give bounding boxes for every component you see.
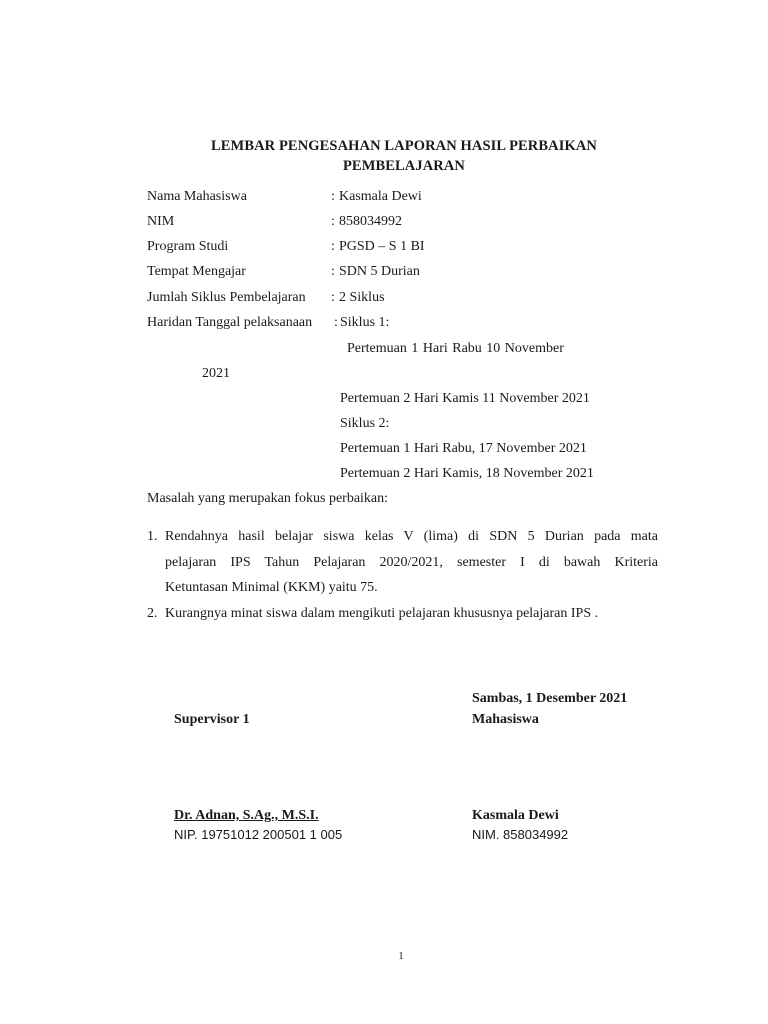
document-title-line-1: LEMBAR PENGESAHAN LAPORAN HASIL PERBAIKAN: [211, 138, 597, 154]
field-separator: :: [331, 290, 335, 305]
document-title-line-2: PEMBELAJARAN: [342, 158, 466, 174]
supervisor-nip: NIP. 19751012 200501 1 005: [174, 827, 343, 842]
problem-text-line: Rendahnya hasil belajar siswa kelas V (lima) di SDN 5 Durian pada mata: [165, 529, 658, 544]
problem-text-line: pelajaran IPS Tahun Pelajaran 2020/2021, semester I di bawah Kriteria: [165, 554, 658, 570]
field-label: Jumlah Siklus Pembelajaran: [147, 290, 306, 305]
field-separator: :: [331, 189, 335, 204]
problem-number: 2.: [147, 606, 158, 621]
field-value: 2 Siklus: [339, 290, 385, 305]
problem-text-line: Ketuntasan Minimal (KKM) yaitu 75.: [165, 580, 378, 595]
field-value: Kasmala Dewi: [339, 189, 422, 204]
field-label: Haridan Tanggal pelaksanaan: [147, 315, 313, 330]
place-date: Sambas, 1 Desember 2021: [472, 691, 628, 706]
page-number: 1: [398, 950, 404, 962]
problems-heading: Masalah yang merupakan fokus perbaikan:: [147, 491, 389, 506]
schedule-cycle1-meeting2: Pertemuan 2 Hari Kamis 11 November 2021: [340, 391, 590, 406]
schedule-cycle2-label: Siklus 2:: [340, 416, 390, 431]
field-label: NIM: [147, 214, 175, 229]
supervisor-name: Dr. Adnan, S.Ag., M.S.I.: [174, 808, 319, 823]
field-value: Siklus 1:: [340, 315, 390, 330]
field-separator: :: [331, 214, 335, 229]
field-label: Tempat Mengajar: [147, 264, 246, 279]
problem-text: [165, 524, 658, 601]
problem-number: 1.: [147, 529, 158, 544]
schedule-cycle1-meeting1-year: 2021: [202, 366, 230, 381]
field-label: Program Studi: [147, 239, 229, 254]
student-name: Kasmala Dewi: [472, 808, 559, 823]
schedule-cycle1-meeting1: Pertemuan 1 Hari Rabu 10 November: [347, 341, 564, 356]
field-value: PGSD – S 1 BI: [339, 239, 425, 254]
supervisor-role: Supervisor 1: [174, 712, 250, 727]
schedule-cycle2-meeting2: Pertemuan 2 Hari Kamis, 18 November 2021: [340, 466, 594, 481]
problem-text-line: Kurangnya minat siswa dalam mengikuti pelajaran khususnya pelajaran IPS .: [165, 606, 599, 621]
schedule-cycle2-meeting1: Pertemuan 1 Hari Rabu, 17 November 2021: [340, 441, 587, 456]
student-role: Mahasiswa: [472, 712, 539, 727]
field-value: SDN 5 Durian: [339, 264, 420, 279]
field-label: Nama Mahasiswa: [147, 189, 247, 204]
problem-text: [165, 601, 658, 627]
field-separator: :: [331, 264, 335, 279]
field-separator: :: [334, 315, 338, 330]
field-value: 858034992: [339, 214, 402, 229]
student-nim: NIM. 858034992: [472, 827, 569, 842]
field-separator: :: [331, 239, 335, 254]
